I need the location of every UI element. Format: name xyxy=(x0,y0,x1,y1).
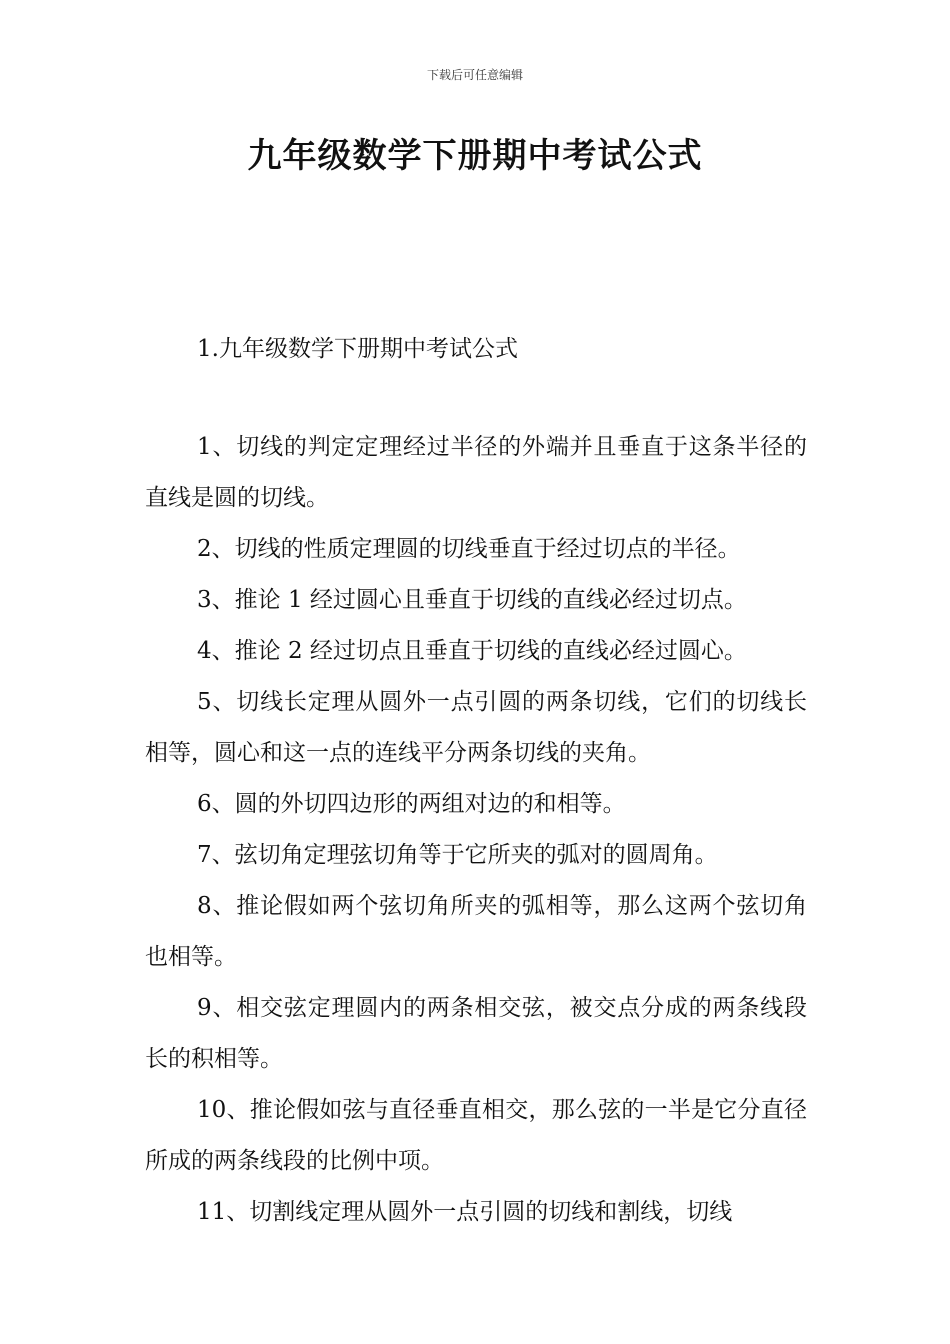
theorem-item: 3、推论 1 经过圆心且垂直于切线的直线必经过切点。 xyxy=(197,587,747,613)
theorem-item: 5、切线长定理从圆外一点引圆的两条切线，它们的切线长相等，圆心和这一点的连线平分两条切线的夹角。 xyxy=(145,689,807,766)
theorem-item: 2、切线的性质定理圆的切线垂直于经过切点的半径。 xyxy=(197,536,741,562)
theorem-item: 4、推论 2 经过切点且垂直于切线的直线必经过圆心。 xyxy=(197,638,747,664)
theorem-item: 1、切线的判定定理经过半径的外端并且垂直于这条半径的直线是圆的切线。 xyxy=(145,434,807,511)
header-note: 下载后可任意编辑 xyxy=(426,68,523,82)
section-subheading: 1.九年级数学下册期中考试公式 xyxy=(197,336,518,362)
theorem-item: 7、弦切角定理弦切角等于它所夹的弧对的圆周角。 xyxy=(197,842,718,868)
theorem-item: 8、推论假如两个弦切角所夹的弧相等，那么这两个弦切角也相等。 xyxy=(145,893,807,970)
theorem-list xyxy=(145,422,807,1238)
theorem-item: 11、切割线定理从圆外一点引圆的切线和割线，切线 xyxy=(197,1199,733,1225)
theorem-item: 10、推论假如弦与直径垂直相交，那么弦的一半是它分直径所成的两条线段的比例中项。 xyxy=(145,1097,807,1174)
theorem-item: 6、圆的外切四边形的两组对边的和相等。 xyxy=(197,791,626,817)
document-title: 九年级数学下册期中考试公式 xyxy=(247,136,703,176)
theorem-item: 9、相交弦定理圆内的两条相交弦，被交点分成的两条线段长的积相等。 xyxy=(145,995,807,1072)
